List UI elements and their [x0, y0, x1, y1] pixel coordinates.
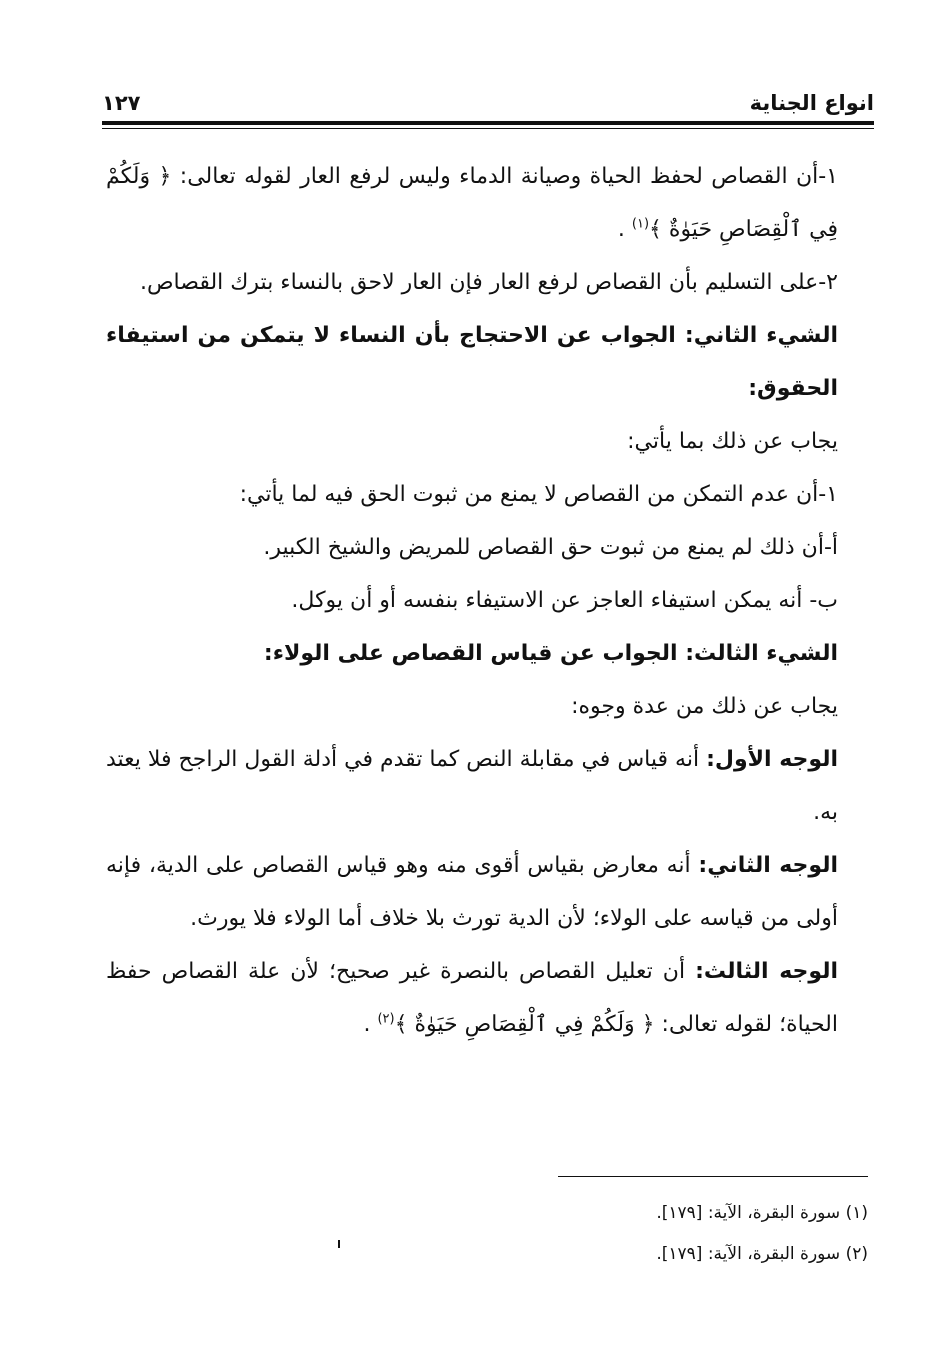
- footnotes: [400, 1193, 868, 1275]
- header-rule-thick: [102, 121, 874, 125]
- aspect-text-3: أن تعليل القصاص بالنصرة غير صحيح؛ لأن علة القصاص حفظ الحياة؛ لقوله تعالى:: [106, 959, 838, 1037]
- scan-mark: [338, 1240, 340, 1248]
- paragraph-point-b: ب- أنه يمكن استيفاء العاجز عن الاستيفاء بنفسه أو أن يوكل.: [291, 588, 838, 613]
- body-text: [106, 150, 868, 1051]
- paragraph-end-2: .: [363, 1012, 378, 1037]
- aspect-label-1: الوجه الأول:: [706, 747, 838, 772]
- chapter-title: انواع الجناية: [749, 91, 874, 115]
- quran-verse-2: ﴿ وَلَكُمْ فِي ٱلْقِصَاصِ حَيَوٰةٌ ﴾: [394, 1012, 655, 1037]
- footnote-ref-1: (١): [631, 216, 650, 232]
- paragraph-aspect-3: [106, 945, 868, 1051]
- quran-verse: ﴿ وَلَكُمْ فِي ٱلْقِصَاصِ حَيَوٰةٌ ﴾: [106, 164, 838, 242]
- footnote-separator: [558, 1176, 868, 1177]
- section-heading-third: الشيء الثالث: الجواب عن قياس القصاص على الولاء:: [263, 641, 838, 666]
- paragraph-point-1b: ١-أن عدم التمكن من القصاص لا يمنع من ثبوت الحق فيه لما يأتي:: [239, 482, 838, 507]
- footnote-2: (٢) سورة البقرة، الآية: [١٧٩].: [656, 1244, 868, 1264]
- paragraph-aspect-2: [106, 839, 868, 945]
- paragraph-end: .: [617, 217, 632, 242]
- section-heading-second: الشيء الثاني: الجواب عن الاحتجاج بأن النساء لا يتمكن من استيفاء الحقوق:: [106, 323, 838, 401]
- paragraph-text: ١-أن القصاص لحفظ الحياة وصيانة الدماء وليس لرفع العار لقوله تعالى:: [171, 164, 838, 189]
- header-rule-thin: [102, 128, 874, 129]
- page-header: [102, 88, 874, 118]
- paragraph-point-1: [106, 150, 868, 256]
- paragraph-answer-intro-2: يجاب عن ذلك من عدة وجوه:: [571, 694, 838, 719]
- footnote-1: (١) سورة البقرة، الآية: [١٧٩].: [656, 1203, 868, 1223]
- paragraph-aspect-1: [106, 733, 868, 839]
- paragraph-answer-intro: يجاب عن ذلك بما يأتي:: [627, 429, 838, 454]
- page-number: ١٢٧: [102, 91, 141, 115]
- aspect-text-2: أنه معارض بقياس أقوى منه وهو قياس القصاص على الدية، فإنه أولى من قياسه على الولاء؛ لأن الدية تورث بلا خلاف أما الولاء فلا يورث.: [106, 853, 838, 931]
- aspect-text-1: أنه قياس في مقابلة النص كما تقدم في أدلة القول الراجح فلا يعتد به.: [106, 747, 838, 825]
- footnote-ref-2: (٢): [377, 1011, 395, 1027]
- paragraph-point-2: ٢-على التسليم بأن القصاص لرفع العار فإن العار لاحق بالنساء بترك القصاص.: [139, 270, 838, 295]
- aspect-label-2: الوجه الثاني:: [698, 853, 838, 878]
- aspect-label-3: الوجه الثالث:: [695, 959, 839, 984]
- paragraph-point-a: أ-أن ذلك لم يمنع من ثبوت حق القصاص للمريض والشيخ الكبير.: [263, 535, 838, 560]
